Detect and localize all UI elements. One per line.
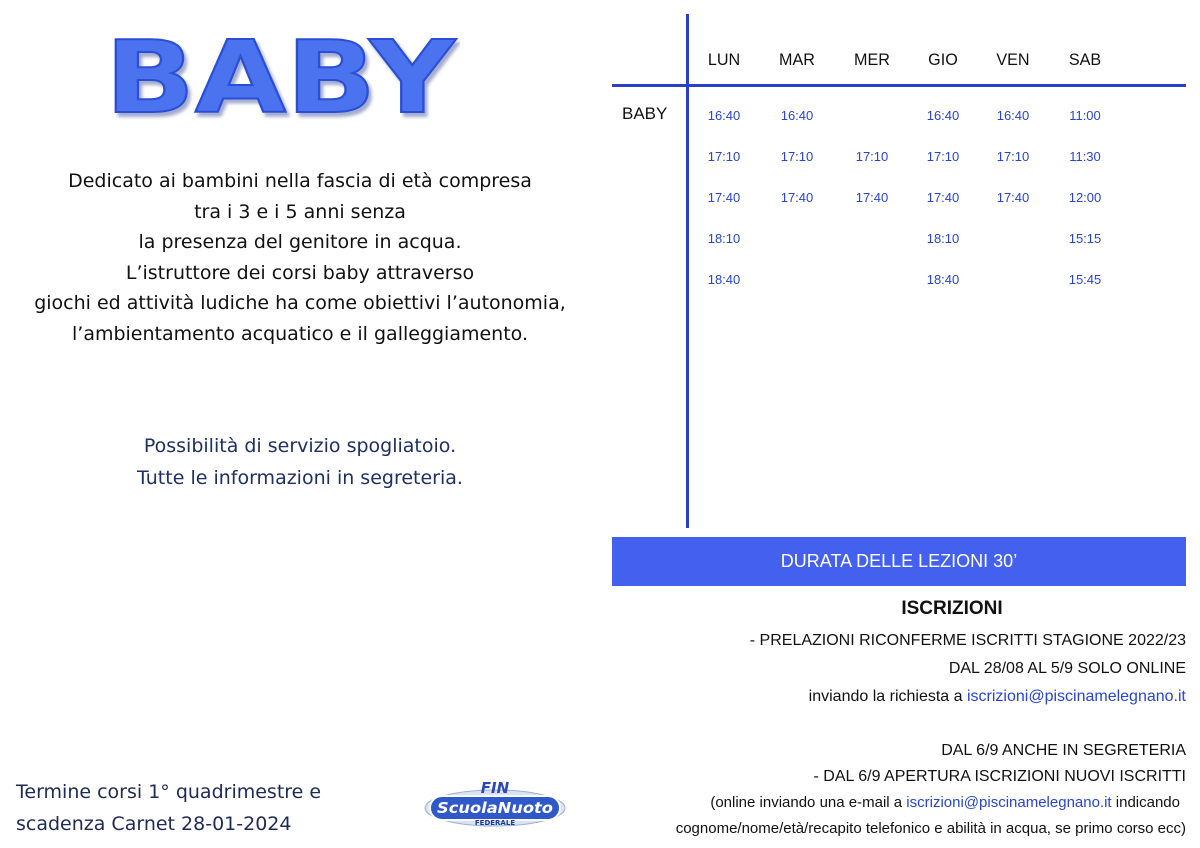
row-label: BABY xyxy=(622,104,668,123)
time-slot: 17:40 xyxy=(855,190,889,205)
description-line: l’ambientamento acquatico e il galleggiamento. xyxy=(72,322,528,345)
day-header-mer: MER xyxy=(854,50,890,69)
service-line: Possibilità di servizio spogliatoio. xyxy=(143,435,457,457)
iscrizioni-text: indicando xyxy=(1111,794,1180,811)
time-slot: 18:10 xyxy=(707,231,741,246)
day-header-mar: MAR xyxy=(779,50,815,69)
time-slot: 17:40 xyxy=(996,190,1030,205)
time-slot: 18:10 xyxy=(926,231,960,246)
iscrizioni-text: (online inviando una e-mail a xyxy=(710,794,907,811)
description-line: tra i 3 e i 5 anni senza xyxy=(194,200,406,223)
time-slot: 17:40 xyxy=(707,190,741,205)
term-line: Termine corsi 1° quadrimestre e xyxy=(16,781,322,803)
service-note xyxy=(0,430,600,494)
time-slot: 15:15 xyxy=(1068,231,1102,246)
day-header-lun: LUN xyxy=(707,50,741,69)
iscrizioni-line xyxy=(809,688,1186,706)
time-slot: 11:00 xyxy=(1069,108,1101,123)
time-slot: 17:40 xyxy=(780,190,814,205)
logo-sub: FEDERALE xyxy=(474,819,516,827)
day-header-sab: SAB xyxy=(1068,50,1102,69)
service-line: Tutte le informazioni in segreteria. xyxy=(137,467,463,489)
grid-horizontal-line xyxy=(612,84,1186,87)
time-slot: 11:30 xyxy=(1069,149,1101,164)
page-title xyxy=(100,20,460,130)
logo-main: ScuolaNuoto xyxy=(437,799,553,817)
time-slot: 12:00 xyxy=(1068,190,1102,205)
iscrizioni-line: - DAL 6/9 APERTURA ISCRIZIONI NUOVI ISCRITTI xyxy=(813,768,1186,785)
email-link[interactable]: iscrizioni@piscinamelegnano.it xyxy=(966,688,1186,705)
time-slot: 16:40 xyxy=(996,108,1030,123)
iscrizioni-title: ISCRIZIONI xyxy=(901,598,1003,619)
fin-logo xyxy=(422,778,568,830)
title-text: BABY xyxy=(105,20,457,130)
description-line: giochi ed attività ludiche ha come obiettivi l’autonomia, xyxy=(34,292,566,314)
time-slot: 18:40 xyxy=(707,272,741,287)
logo-fin: FIN xyxy=(480,779,510,797)
iscrizioni-line: DAL 28/08 AL 5/9 SOLO ONLINE xyxy=(948,660,1186,677)
time-slot: 15:45 xyxy=(1068,272,1102,287)
iscrizioni-line xyxy=(710,794,1180,811)
iscrizioni-line: DAL 6/9 ANCHE IN SEGRETERIA xyxy=(941,742,1186,759)
description xyxy=(0,166,600,349)
time-slot: 16:40 xyxy=(707,108,741,123)
day-header-gio: GIO xyxy=(928,50,958,69)
description-line: Dedicato ai bambini nella fascia di età compresa xyxy=(68,170,532,192)
duration-banner: DURATA DELLE LEZIONI 30’ xyxy=(612,537,1186,586)
time-slot: 18:40 xyxy=(926,272,960,287)
time-slot: 17:10 xyxy=(926,149,960,164)
term-line: scadenza Carnet 28-01-2024 xyxy=(16,813,292,835)
grid-vertical-line xyxy=(686,14,689,528)
description-line: la presenza del genitore in acqua. xyxy=(138,231,462,253)
time-slot: 17:10 xyxy=(855,149,889,164)
time-slot: 17:10 xyxy=(996,149,1030,164)
time-slot: 16:40 xyxy=(780,108,814,123)
day-header-ven: VEN xyxy=(996,50,1030,69)
description-line: L’istruttore dei corsi baby attraverso xyxy=(125,261,475,284)
email-link[interactable]: iscrizioni@piscinamelegnano.it xyxy=(906,794,1112,811)
iscrizioni-line: cognome/nome/età/recapito telefonico e abilità in acqua, se primo corso ecc) xyxy=(675,820,1186,837)
iscrizioni-text: inviando la richiesta a xyxy=(808,688,967,705)
term-note xyxy=(16,776,321,840)
iscrizioni-line: - PRELAZIONI RICONFERME ISCRITTI STAGIONE 2022/23 xyxy=(749,632,1186,649)
time-slot: 17:40 xyxy=(926,190,960,205)
time-slot: 17:10 xyxy=(780,149,814,164)
time-slot: 17:10 xyxy=(707,149,741,164)
time-slot: 16:40 xyxy=(926,108,960,123)
